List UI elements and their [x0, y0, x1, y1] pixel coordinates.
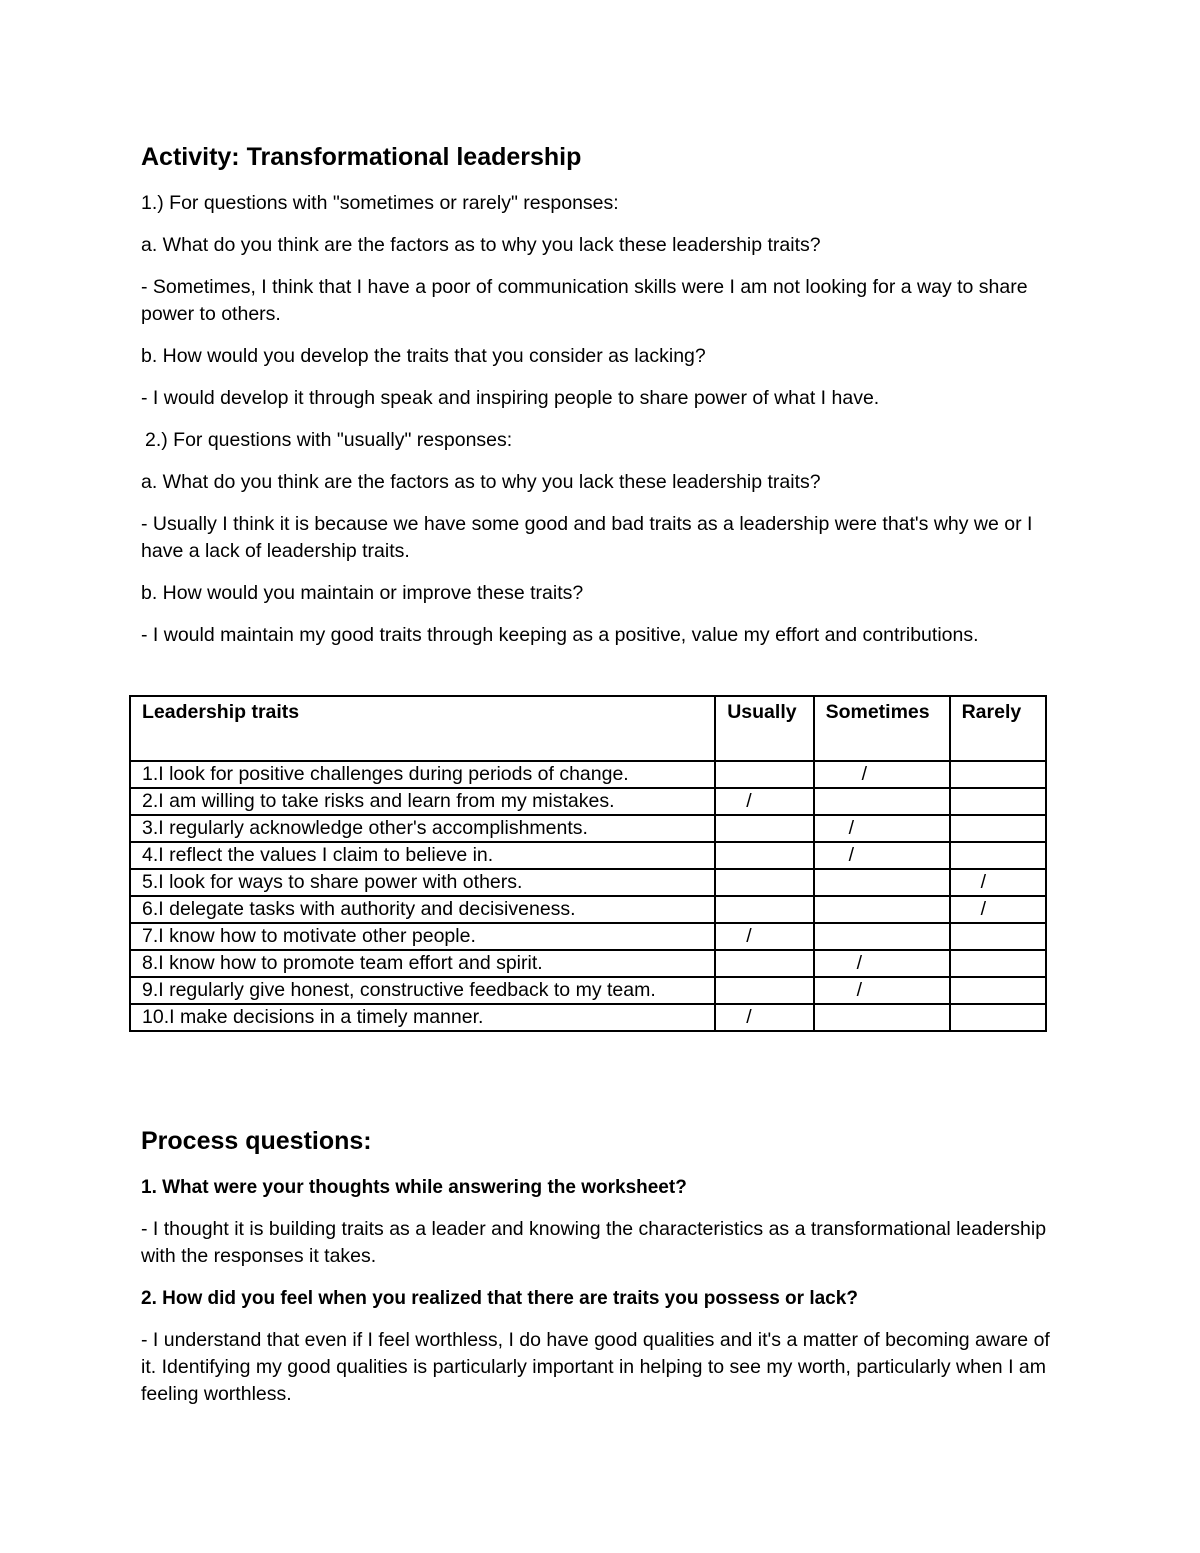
question-2-intro: 2.) For questions with "usually" responses:: [145, 429, 513, 451]
cell-rarely: [950, 788, 1046, 815]
table-row: [130, 815, 1046, 842]
header-sometimes: Sometimes: [814, 696, 950, 761]
leadership-traits-table: [129, 695, 1047, 1032]
cell-rarely: [950, 950, 1046, 977]
trait-text: 2.I am willing to take risks and learn from my mistakes.: [130, 788, 715, 815]
check-mark: /: [861, 763, 867, 785]
trait-text: 10.I make decisions in a timely manner.: [130, 1004, 715, 1031]
check-mark: /: [848, 844, 854, 866]
check-mark: /: [856, 952, 862, 974]
process-answer-2: - I understand that even if I feel worthless, I do have good qualities and it's a matter of becoming aware of it. Identifying my good qualities is particularly important in helping to see my worth, particularly when I am feeling worthless.: [141, 1329, 1050, 1405]
cell-rarely: [950, 923, 1046, 950]
process-question-2: 2. How did you feel when you realized that there are traits you possess or lack?: [141, 1288, 858, 1309]
cell-usually: [715, 896, 813, 923]
trait-text: 6.I delegate tasks with authority and decisiveness.: [130, 896, 715, 923]
cell-sometimes: [814, 761, 950, 788]
trait-text: 8.I know how to promote team effort and spirit.: [130, 950, 715, 977]
question-2a: a. What do you think are the factors as to why you lack these leadership traits?: [141, 471, 821, 493]
header-usually: Usually: [715, 696, 813, 761]
page-title: Activity: Transformational leadership: [141, 143, 582, 171]
check-mark: /: [746, 790, 752, 812]
cell-usually: [715, 1004, 813, 1031]
cell-sometimes: [814, 815, 950, 842]
cell-usually: [715, 923, 813, 950]
question-1a: a. What do you think are the factors as to why you lack these leadership traits?: [141, 234, 821, 256]
table-row: [130, 923, 1046, 950]
answer-1b: - I would develop it through speak and inspiring people to share power of what I have.: [141, 387, 880, 409]
check-mark: /: [980, 898, 987, 920]
table-row: [130, 950, 1046, 977]
cell-usually: [715, 815, 813, 842]
header-leadership-traits: Leadership traits: [130, 696, 715, 761]
cell-sometimes: [814, 1004, 950, 1031]
process-answer-1: - I thought it is building traits as a leader and knowing the characteristics as a transformational leadership with the responses it takes.: [141, 1218, 1047, 1267]
cell-usually: [715, 977, 813, 1004]
cell-sometimes: [814, 977, 950, 1004]
answer-2b: - I would maintain my good traits through keeping as a positive, value my effort and contributions.: [141, 624, 979, 646]
cell-sometimes: [814, 869, 950, 896]
check-mark: /: [746, 1006, 752, 1028]
table-row: [130, 761, 1046, 788]
process-questions-section: [141, 1124, 1066, 1423]
table-row: [130, 1004, 1046, 1031]
cell-usually: [715, 869, 813, 896]
cell-usually: [715, 761, 813, 788]
cell-sometimes: [814, 923, 950, 950]
check-mark: /: [746, 925, 752, 947]
activity-section: [141, 140, 1061, 664]
cell-rarely: [950, 869, 1046, 896]
table-row: [130, 896, 1046, 923]
cell-sometimes: [814, 950, 950, 977]
trait-text: 7.I know how to motivate other people.: [130, 923, 715, 950]
answer-2a: - Usually I think it is because we have some good and bad traits as a leadership were that's why we or I have a lack of leadership traits.: [141, 513, 1033, 562]
answer-1a: - Sometimes, I think that I have a poor of communication skills were I am not looking for a way to share power to others.: [141, 276, 1028, 325]
cell-rarely: [950, 842, 1046, 869]
check-mark: /: [980, 871, 987, 893]
trait-text: 9.I regularly give honest, constructive feedback to my team.: [130, 977, 715, 1004]
check-mark: /: [848, 817, 854, 839]
cell-sometimes: [814, 896, 950, 923]
trait-text: 1.I look for positive challenges during periods of change.: [130, 761, 715, 788]
cell-rarely: [950, 896, 1046, 923]
table-row: [130, 977, 1046, 1004]
process-question-1: 1. What were your thoughts while answering the worksheet?: [141, 1177, 687, 1198]
question-1b: b. How would you develop the traits that you consider as lacking?: [141, 345, 706, 367]
table-row: [130, 788, 1046, 815]
cell-rarely: [950, 977, 1046, 1004]
trait-text: 4.I reflect the values I claim to believe in.: [130, 842, 715, 869]
table-row: [130, 869, 1046, 896]
cell-rarely: [950, 1004, 1046, 1031]
cell-sometimes: [814, 788, 950, 815]
trait-text: 3.I regularly acknowledge other's accomplishments.: [130, 815, 715, 842]
cell-usually: [715, 950, 813, 977]
cell-rarely: [950, 815, 1046, 842]
cell-sometimes: [814, 842, 950, 869]
cell-usually: [715, 788, 813, 815]
process-title: Process questions:: [141, 1127, 372, 1155]
table-header-row: [130, 696, 1046, 761]
check-mark: /: [856, 979, 862, 1001]
table-row: [130, 842, 1046, 869]
cell-usually: [715, 842, 813, 869]
question-1-intro: 1.) For questions with "sometimes or rarely" responses:: [141, 192, 619, 214]
trait-text: 5.I look for ways to share power with others.: [130, 869, 715, 896]
cell-rarely: [950, 761, 1046, 788]
header-rarely: Rarely: [950, 696, 1046, 761]
question-2b: b. How would you maintain or improve these traits?: [141, 582, 584, 604]
